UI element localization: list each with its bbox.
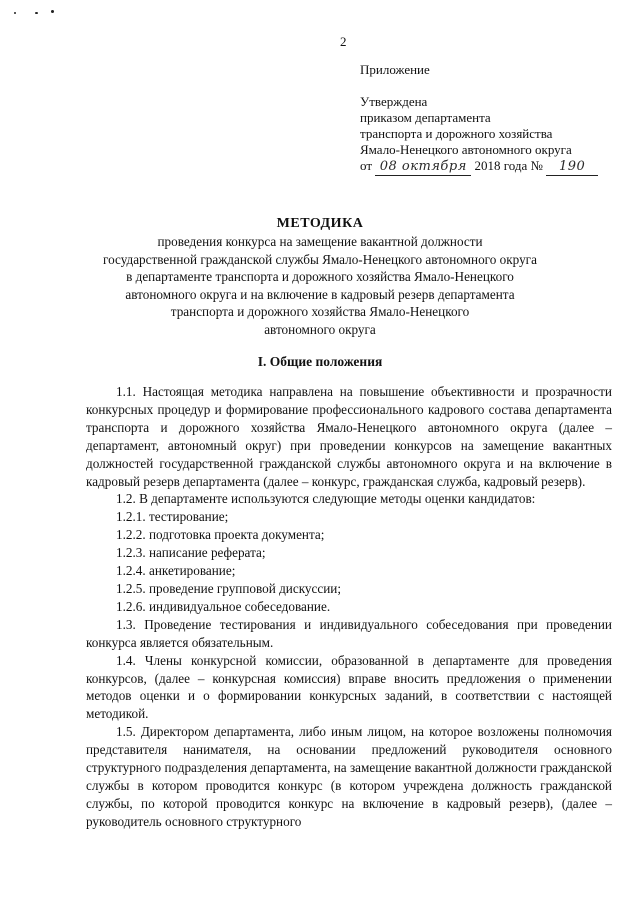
paragraph-1-2: 1.2. В департаменте используются следующие методы оценки кандидатов:	[116, 491, 536, 507]
list-item: 1.2.3. написание реферата;	[116, 545, 266, 561]
page-number: 2	[340, 34, 347, 49]
paragraph-1-4: 1.4. Члены конкурсной комиссии, образованной в департаменте для проведения конкурсов, (далее – конкурсная комиссия) вправе вносить предложения о применении методов оценки и о формировании конкурсных заданий, в соответствии с настоящей методикой.	[86, 652, 612, 722]
document-subtitle	[60, 233, 580, 338]
paragraph-1-1: 1.1. Настоящая методика направлена на повышение объективности и прозрачности конкурсных процедур и формирование профессионального кадрового состава департамента транспорта и дорожного хозяйства Ямало-Ненецкого автономного округа (далее – департамент, автономный округ) при проведении конкурсов на замещение вакантных должностей государственной гражданской службы автономного округа и на включение в кадровый резерв департамента (далее – конкурс, гражданская служба, кадровый резерв).	[86, 384, 612, 489]
date-prefix: от	[360, 158, 373, 173]
subtitle-line: государственной гражданской службы Ямало-Ненецкого автономного округа	[103, 251, 537, 267]
handwritten-date: 08 октября	[375, 159, 471, 176]
list-item: 1.2.2. подготовка проекта документа;	[116, 527, 325, 543]
subtitle-line: в департаменте транспорта и дорожного хозяйства Ямало-Ненецкого	[126, 269, 514, 284]
approved-line: Ямало-Ненецкого автономного округа	[360, 142, 572, 157]
subtitle-line: автономного округа и на включение в кадровый резерв департамента	[125, 286, 515, 302]
document-title: МЕТОДИКА	[276, 216, 364, 231]
approved-line: транспорта и дорожного хозяйства	[360, 126, 553, 141]
scan-speck	[51, 10, 54, 13]
handwritten-order-number: 190	[546, 159, 598, 176]
date-suffix: 2018 года №	[474, 158, 543, 173]
document-body	[86, 383, 612, 831]
list-item: 1.2.6. индивидуальное собеседование.	[116, 598, 331, 614]
subtitle-line: транспорта и дорожного хозяйства Ямало-Ненецкого	[170, 304, 470, 319]
annex-label: Приложение	[360, 62, 430, 77]
list-item: 1.2.1. тестирование;	[116, 509, 229, 525]
scan-speck	[35, 12, 38, 14]
paragraph-1-3: 1.3. Проведение тестирования и индивидуального собеседования при проведении конкурса является обязательным.	[86, 616, 612, 650]
approved-line: Утверждена	[360, 94, 428, 109]
order-date-line	[360, 158, 598, 176]
subtitle-line: автономного округа	[264, 321, 376, 337]
approval-block	[360, 62, 598, 176]
scan-speck	[14, 12, 16, 14]
approved-line: приказом департамента	[360, 110, 491, 125]
list-item: 1.2.4. анкетирование;	[116, 563, 236, 579]
section-heading: I. Общие положения	[257, 354, 383, 369]
paragraph-1-5: 1.5. Директором департамента, либо иным лицом, на которое возложены полномочия представителя нанимателя, на основании предложений руководителя основного структурного подразделения департамента, на замещение вакантной должности гражданской службы в котором проводится конкурс (в котором учреждена должность гражданской службы, по которой проводится конкурс на включение в кадровый резерв), (далее – руководитель основного структурного	[86, 724, 612, 829]
list-item: 1.2.5. проведение групповой дискуссии;	[116, 580, 342, 596]
subtitle-line: проведения конкурса на замещение вакантной должности	[157, 234, 483, 249]
